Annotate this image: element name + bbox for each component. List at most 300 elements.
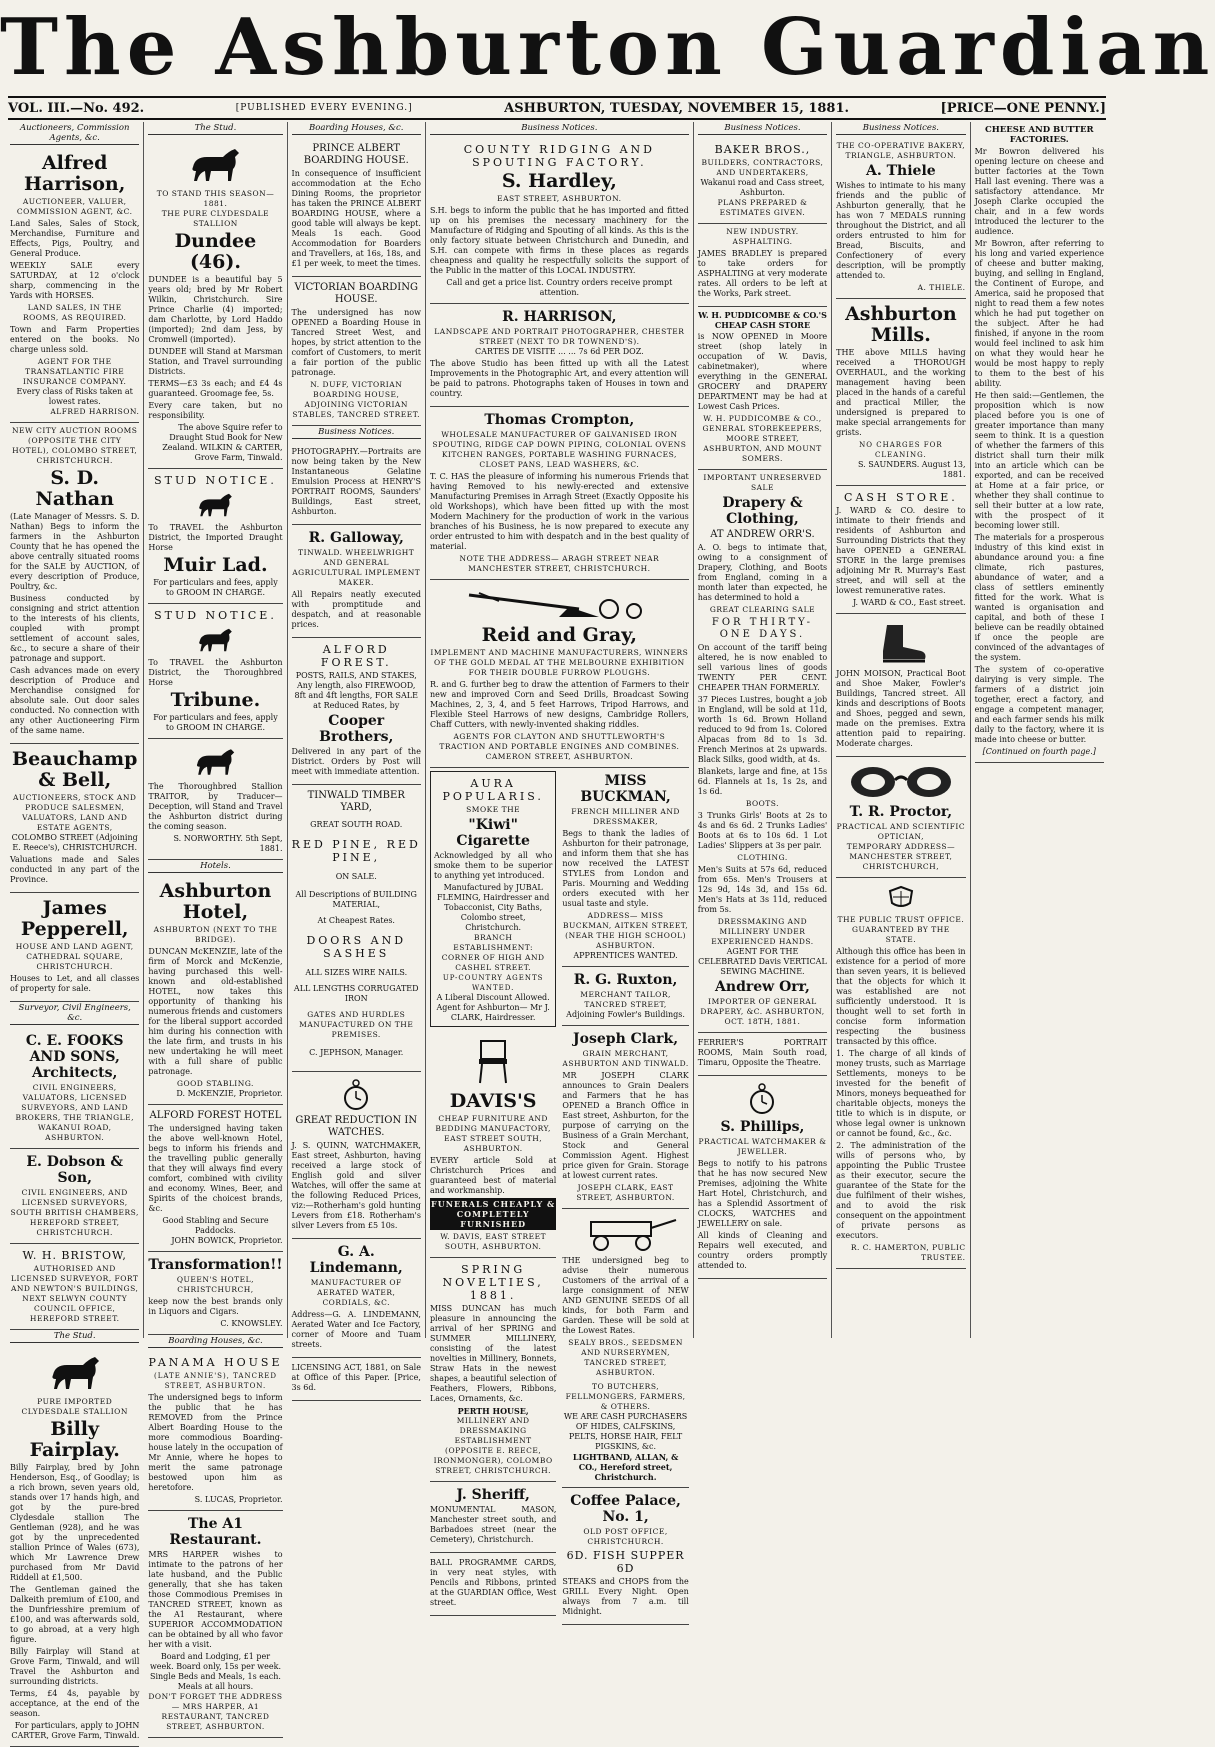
column-8 <box>971 122 1108 1338</box>
ad-galloway <box>292 525 421 638</box>
ad-tinwald-timber <box>292 785 421 1072</box>
section-header: Business Notices. <box>292 427 421 439</box>
ad-body: CLOTHING. <box>737 853 788 862</box>
ad-title: BAKER BROS., <box>714 143 811 156</box>
ad-title: J. Sheriff, <box>456 1487 530 1503</box>
ad-title: Ashburton Hotel, <box>159 880 272 923</box>
ad-subtitle: FRENCH MILLINER AND DRESSMAKER, <box>571 807 680 826</box>
ad-subtitle: AUCTIONEERS, STOCK AND PRODUCE SALESMEN, VALUATORS, LAND AND ESTATE AGENTS, <box>13 793 137 832</box>
ad-baker-bros <box>698 138 827 224</box>
ad-phillips <box>698 1076 827 1279</box>
ad-tribune <box>148 604 282 739</box>
ad-body: The Thoroughbred Stallion TRAITOR, by Traducer—Deception, will Stand and Travel the Ashburton district during the coming season. <box>148 782 283 831</box>
ad-body: Valuations made and Sales conducted in any part of the Province. <box>10 855 140 884</box>
ad-title: G. A. Lindemann, <box>309 1244 403 1276</box>
ad-body: The undersigned begs to inform the public that he has REMOVED from the Prince Albert Boarding House to the more commodious Boarding-house lately in the occupation of Mr Annie, where he hopes to merit the same patronage bestowed upon him as heretofore. <box>148 1393 283 1492</box>
ad-queens-hotel <box>148 1252 282 1335</box>
ad-licensing-act <box>292 1358 421 1401</box>
ad-body: DRESSMAKING AND MILLINERY UNDER EXPERIENCED HANDS. <box>711 917 814 946</box>
ad-title: S. Hardley, <box>501 170 617 192</box>
ad-subtitle: BUILDERS, CONTRACTORS, AND UNDERTAKERS, <box>701 158 824 177</box>
ad-pepperell <box>10 893 139 1002</box>
ad-title: TINWALD TIMBER YARD, <box>307 790 405 813</box>
ad-ashburton-mills <box>836 299 965 486</box>
ad-signature: JOSEPH CLARK, EAST STREET, ASHBURTON. <box>576 1183 675 1202</box>
ad-body: The undersigned having taken the above well-known Hotel, begs to inform his friends and the travelling public generally that they will always find every comfort, combined with civility and economy. Wines, Beer, and Spirits of the choicest brands, &c. <box>148 1124 283 1213</box>
section-header: Surveyor, Civil Engineers, &c. <box>10 1003 139 1025</box>
ad-subtitle: LANDSCAPE AND PORTRAIT PHOTOGRAPHER, CHESTER STREET (NEXT TO DR TOWNEND'S). <box>434 327 685 346</box>
ad-title: Billy Fairplay. <box>29 1418 120 1461</box>
ad-body: Every care taken, but no responsibility. <box>148 401 283 420</box>
ad-subtitle: TINWALD. WHEELWRIGHT AND GENERAL AGRICULTURAL IMPLEMENT MAKER. <box>292 548 421 587</box>
ad-signature: For particulars and fees, apply to GROOM IN CHARGE. <box>153 578 278 597</box>
section-header: Business Notices. <box>430 123 689 135</box>
section-header: The Stud. <box>10 1331 139 1343</box>
ad-ball-cards <box>430 1553 556 1616</box>
column-7 <box>832 122 970 1338</box>
article-body: He then said:—Gentlemen, the proposition which is now placed before you is one of greater importance than many seem to think. It is a question of whether the farmers of this district shall turn their milk into an article which can be exported, and can be received at Home at a fair price, or whether they shall continue to sell their butter at a low rate, with the prospect of it becoming lower still. <box>974 391 1104 530</box>
ad-kiwi-cigarette <box>430 771 556 1027</box>
ad-muir-lad <box>148 469 282 604</box>
ad-body: BRANCH ESTABLISHMENT: CORNER OF HIGH AND CASHEL STREET. <box>441 933 545 972</box>
ad-subtitle: TO STAND THIS SEASON—1881. <box>156 189 275 208</box>
ad-title: NEW INDUSTRY. ASPHALTING. <box>726 227 799 246</box>
ad-title: DAVIS'S <box>449 1090 537 1112</box>
ad-subtitle: ALFORD FOREST. <box>320 643 392 669</box>
ad-ferrier <box>698 1033 827 1076</box>
pocket-watch-icon <box>698 1083 827 1115</box>
masthead-title: The Ashburton Guardian <box>0 2 1215 93</box>
ad-body: Wishes to intimate to his many friends and the public of Ashburton generally, that he has won 7 MEDALS running throughout the District, and all orders entrusted to him for Bread, Biscuits, and Confectionery of every description, will be promptly attended to. <box>836 181 966 280</box>
ad-signature: DON'T FORGET THE ADDRESS— MRS HARPER, A1 RESTAURANT, TANCRED STREET, ASHBURTON. <box>148 1692 283 1731</box>
ad-body: PLANS PREPARED & ESTIMATES GIVEN. <box>717 198 808 217</box>
ad-title: W. H. PUDDICOMBE & CO.'S CHEAP CASH STORE <box>698 310 827 330</box>
ad-body: J. WARD & CO. desire to intimate to their friends and residents of Ashburton and Surrounding Districts that they have OPENED a GENERAL STORE in the large premises adjoining Mr R. Murray's East street, and will sell at the lowest remunerative rates. <box>836 506 966 595</box>
column-2 <box>144 122 287 1731</box>
ad-body: GREAT CLEARING SALE <box>709 605 816 614</box>
ad-body: Business conducted by consigning and strict attention to the interests of his clients, coupled with prompt settlement of account sales, &c., to secure a share of their patronage and support. <box>10 594 140 663</box>
ad-title: Beauchamp & Bell, <box>12 748 138 791</box>
ad-body: Manufactured by JUBAL FLEMING, Hairdresser and Tobacconist, City Baths, Colombo street, Christchurch. <box>436 883 550 932</box>
ad-body: LAND SALES, IN THE ROOMS, AS REQUIRED. <box>22 303 127 322</box>
ad-subtitle: (LATE ANNIE'S), TANCRED STREET, ASHBURTON. <box>153 1372 277 1390</box>
ad-body: Every class of Risks taken at lowest rates. <box>16 387 133 406</box>
ad-subtitle: NEW CITY AUCTION ROOMS (OPPOSITE THE CITY HOTEL), COLOMBO STREET, CHRISTCHURCH. <box>11 426 138 465</box>
ad-body: EVERY article Sold at Christchurch Prices and guaranteed best of material and workmanship. <box>429 1156 557 1195</box>
ad-subtitle: COUNTY RIDGING AND SPOUTING FACTORY. <box>463 143 655 169</box>
ad-address: OLD POST OFFICE, CHRISTCHURCH. <box>583 1527 668 1546</box>
ad-title: Drapery & Clothing, <box>722 495 803 527</box>
boot-icon <box>836 621 965 665</box>
ad-body: On account of the tariff being altered, he is now enabled to sell various lines of goods TWENTY PER CENT. CHEAPER THAN FORMERLY. <box>697 643 828 692</box>
ad-title: Coffee Palace, No. 1, <box>570 1493 681 1525</box>
ad-address: TEMPORARY ADDRESS— MANCHESTER STREET, CHRISTCHURCH, <box>846 842 956 871</box>
ad-body: NO CHARGES FOR CLEANING. <box>859 441 943 459</box>
ad-andrew-orr <box>698 470 827 1033</box>
ad-body: R. and G. further beg to draw the attention of Farmers to their new and improved Corn and Seed Drills, Broadcast Sowing Machines, 2, 3, 4, and 5 feet Harrows, Tripod Harrows, and Flexible Steel Harrows of new designs, Cambridge Rollers, Chaff Cutters, with newly-invented shaking riddles. <box>429 680 689 729</box>
ad-puddicombe <box>698 307 827 470</box>
ad-body: MISS DUNCAN has much pleasure in announcing the arrival of her SPRING and SUMMER MILLINERY, consisting of the latest novelties in Millinery, Bonnets, Straw Hats in the newest shapes, a beautiful selection of Feathers, Flowers, Ribbons, Laces, Ornaments, &c. <box>429 1304 557 1403</box>
ad-title: Andrew Orr, <box>715 979 810 995</box>
ad-moison-boots <box>836 614 965 757</box>
ad-title: PRINCE ALBERT BOARDING HOUSE. <box>303 143 409 166</box>
ad-body: FERRIER'S PORTRAIT ROOMS, Main South road, Timaru, Opposite the Theatre. <box>697 1038 828 1067</box>
ad-subtitle: WHOLESALE MANUFACTURER OF GALVANISED IRON SPOUTING, RIDGE CAP DOWN PIPING, COLONIAL OVENS KITCHEN RANGES, PORTABLE WASHING FURNACES, CLOSET PANS, LEAD WASHERS, &C. <box>432 430 687 469</box>
ad-title: Thomas Crompton, <box>484 412 635 428</box>
ad-body: The undersigned has now OPENED a Boarding House in Tancred Street West, and hopes, by strict attention to the comfort of Customers, to merit a fair portion of the public patronage. <box>291 308 421 377</box>
ad-address: NOTE THE ADDRESS— ARAGH STREET NEAR MANCHESTER STREET, CHRISTCHURCH. <box>459 554 660 573</box>
ad-subtitle: THE CO-OPERATIVE BAKERY, TRIANGLE, ASHBURTON. <box>836 141 966 160</box>
ad-body: GREAT SOUTH ROAD. <box>310 820 403 829</box>
ad-asphalting <box>698 224 827 307</box>
ad-sheriff <box>430 1482 556 1553</box>
ad-body: AGENT FOR THE TRANSATLANTIC FIRE INSURANCE COMPANY. <box>22 357 127 386</box>
ad-signature: C. KNOWSLEY. <box>220 1319 283 1328</box>
section-header: Boarding Houses, &c. <box>148 1336 282 1348</box>
ad-body: MR JOSEPH CLARK announces to Grain Dealers and Farmers that he has OPENED a Branch Office in East street, Ashburton, for the purpose of carrying on the Business of a Grain Merchant, Stock and General Commission Agent. Highest price given for Grain. Storage at lowest current rates. <box>562 1071 689 1180</box>
ad-body: Blankets, large and fine, at 15s 6d. Flannels at 1s, 1s 2s, and 1s 6d. <box>697 767 828 796</box>
ad-body: DUNDEE will Stand at Marsman Station, and Travel surrounding Districts. <box>148 347 283 376</box>
ad-body: THE undersigned beg to advise their numerous Customers of the arrival of a large consignment of NEW AND GENUINE SEEDS Of all kinds, for both Farm and Garden. These will be sold at the Lowest Rates. <box>562 1256 689 1335</box>
ad-body: All kinds of Cleaning and Repairs well executed, and country orders promptly attended to. <box>697 1231 828 1270</box>
ad-title: "Kiwi" Cigarette <box>456 817 530 849</box>
ad-address: Wakanui road and Cass street, Ashburton. <box>700 178 825 197</box>
ad-subtitle: HOUSE AND LAND AGENT, CATHEDRAL SQUARE, CHRISTCHURCH. <box>15 942 134 971</box>
columns <box>6 122 1108 1740</box>
split-right <box>562 768 688 1625</box>
ad-body: All Repairs neatly executed with promptitude and despatch, and at reasonable prices. <box>291 590 421 629</box>
ad-body: THE above MILLS having received a THOROUGH OVERHAUL, and the working management having been placed in the hands of a careful and practical Miller, the undersigned is prepared to make special arrangements for grists. <box>836 348 966 437</box>
spectacles-icon <box>836 764 965 800</box>
ad-body: Acknowledged by all who smoke them to be superior to anything yet introduced. <box>433 851 553 880</box>
ad-subtitle: 6D. FISH SUPPER 6D <box>566 1549 685 1575</box>
ad-title: MISS BUCKMAN, <box>580 773 671 805</box>
ad-subtitle: AUCTIONEER, VALUER, COMMISSION AGENT, &C. <box>16 197 133 216</box>
ad-body: JOHN MOISON, Practical Boot and Shoe Maker, Fowler's Buildings, Tancred street. All kinds and descriptions of Boots and Shoes, pegged and sewn, made on the premises. Extra attention paid to repairing. Moderate charges. <box>836 669 966 748</box>
ad-body: MONUMENTAL MASON, Manchester street south, and Barbadoes street (near the Cemetery), Christchurch. <box>429 1505 557 1544</box>
ad-coffee-palace <box>562 1488 688 1625</box>
ad-title: THE PUBLIC TRUST OFFICE. <box>837 915 965 924</box>
ad-body: GATES AND HURDLES MANUFACTURED ON THE PREMISES. <box>299 1010 414 1039</box>
ad-body: ALL SIZES WIRE NAILS. <box>305 968 408 977</box>
ad-title: PANAMA HOUSE <box>148 1356 283 1369</box>
ad-ruxton <box>562 967 688 1026</box>
ad-body: Call and get a price list. Country orders receive prompt attention. <box>446 278 673 297</box>
section-header: Business Notices. <box>836 123 965 135</box>
ad-title: S. Phillips, <box>720 1119 805 1135</box>
column-3 <box>288 122 426 1392</box>
ad-title: The A1 Restaurant. <box>169 1516 262 1548</box>
ad-signature: CAMERON STREET, ASHBURTON. <box>485 752 634 761</box>
ad-title: A. Thiele <box>866 163 936 179</box>
ad-body: 37 Pieces Lustres, bought a job in England, will be sold at 11d, worth 1s 6d. Brown Holland reduced to 9d from 1s. Colored Alpacas from 8d to 1s 3d. French Merinos at 2s upwards. Black Silks, good width, at 4s. <box>697 695 828 764</box>
ad-body: Men's Suits at 57s 6d, reduced from 65s. Men's Trousers at 12s 9d, 14s 3d, and 15s 6d. Men's Hats at 3s 11d, reduced from 5s. <box>697 865 828 914</box>
ad-dobson <box>10 1149 139 1244</box>
ad-ashburton-hotel <box>148 876 282 1105</box>
ad-body: Although this office has been in existence for a period of more than seven years, it is believed that the objects for which it was established are not sufficiently understood. It is thought well to set forth in concise form information respecting the business transacted by this office. <box>836 947 966 1046</box>
ad-body: AGENTS FOR CLAYTON AND SHUTTLEWORTH'S TRACTION AND PORTABLE ENGINES AND COMBINES. <box>439 732 680 751</box>
ad-body: PHOTOGRAPHY.—Portraits are now being taken by the New Instantaneous Gelatine Emulsion Process at HENRY'S PORTRAIT ROOMS, Saunders' Buildings, East street, Ashburton. <box>291 447 421 516</box>
ad-title: Muir Lad. <box>163 554 268 576</box>
ad-signature: S. NORWORTHY. 5th Sept, 1881. <box>173 834 283 853</box>
ad-title: GREAT REDUCTION IN WATCHES. <box>295 1115 418 1138</box>
ad-subtitle: PURE IMPORTED CLYDESDALE STALLION <box>21 1397 128 1416</box>
ad-body: MRS HARPER wishes to intimate to the patrons of her late husband, and the Public generally, that she has taken those Commodious Premises in TANCRED STREET, known as the A1 Restaurant, where SUPERIOR ACCOMMODATION can be obtained by all who favor her with a visit. <box>148 1550 283 1649</box>
ad-fooks <box>10 1028 139 1149</box>
ad-signature: N. DUFF, VICTORIAN BOARDING HOUSE, ADJOINING VICTORIAN STABLES, TANCRED STREET. <box>292 380 421 419</box>
ad-body: TERMS—£3 3s each; and £4 4s guaranteed. Groomage fee, 5s. <box>148 379 283 398</box>
ad-subtitle: SMOKE THE <box>466 805 521 814</box>
ad-price: CARTES DE VISITE ... ... 7s 6d PER DOZ. <box>475 347 644 356</box>
ad-victorian-boarding <box>292 277 421 426</box>
ad-signature: S. SAUNDERS. August 13, 1881. <box>857 460 966 479</box>
ad-subtitle: CIVIL ENGINEERS, VALUATORS, LICENSED SURVEYORS, AND LAND BROKERS, THE TRIANGLE, WAKANUI ROAD, ASHBURTON. <box>15 1083 134 1142</box>
ad-title: R. Galloway, <box>308 530 404 546</box>
ad-panama-house <box>148 1351 282 1511</box>
split-row <box>430 768 689 1625</box>
horse-icon <box>148 491 282 519</box>
article-body: The system of co-operative dairying is very simple. The farmers of a district join together, erect a factory, and engage a competent manager, and each farmer sends his milk daily to the factory, where it is made into cheese or butter. <box>974 665 1104 744</box>
ad-subtitle: AUTHORISED AND LICENSED SURVEYOR, FORT AND NEWTON'S BUILDINGS, NEXT SELWYN COUNTY COUNCIL OFFICE, HEREFORD STREET. <box>10 1264 139 1323</box>
ad-body: Begs to thank the ladies of Ashburton for their patronage, and inform them that she has now received the LATEST STYLES from London and Paris. Mourning and Wedding orders executed with her usual taste and style. <box>562 829 689 908</box>
article-headline: CHEESE AND BUTTER FACTORIES. <box>985 125 1094 145</box>
ad-title: VICTORIAN BOARDING HOUSE. <box>294 282 418 305</box>
ad-subtitle: GRAIN MERCHANT, ASHBURTON AND TINWALD. <box>562 1049 689 1068</box>
masthead <box>0 0 1215 96</box>
ad-signature: J. WARD & CO., East street. <box>852 598 966 607</box>
ad-public-trust <box>836 878 965 1269</box>
ad-body: BALL PROGRAMME CARDS, in very neat styles, with Pencils and Ribbons, printed at the GUARDIAN Office, West street. <box>429 1558 557 1607</box>
ad-title: James Pepperell, <box>20 897 129 940</box>
ad-body: WE ARE CASH PURCHASERS OF HIDES, CALFSKINS, PELTS, HORSE HAIR, FELT PIGSKINS, &c. <box>563 1412 688 1451</box>
ad-body: Billy Fairplay, bred by John Henderson, Esq., of Goodlay; is a rich brown, seven years old, stands over 17 hands high, and got by the pure-bred Clydesdale stallion The Gentleman (928), and he was got by the unprecedented stallion Prince of Wales (673), which Mr Lawrence Drew purchased from Mr David Riddell at £1,500. <box>10 1463 140 1582</box>
ad-cooper-brothers <box>292 638 421 785</box>
ad-r-harrison <box>430 304 689 407</box>
ad-reid-gray <box>430 580 689 768</box>
ad-body: Houses to Let, and all classes of property for sale. <box>10 974 140 993</box>
ad-title: Dundee (46). <box>174 230 257 273</box>
ad-a1-restaurant <box>148 1511 282 1738</box>
column-4 <box>426 122 694 1616</box>
ad-joseph-clark <box>562 1026 688 1209</box>
ad-body: T. C. HAS the pleasure of informing his numerous Friends that having Removed to his newly-erected and extensive Manufacturing Premises in Arragh Street (Exactly Opposite his old Workshops), which have been fitted up with the most Modern Machinery for the production of work in the various branches of his Business, he is now prepared to execute any order entrusted to him with despatch and in the best quality of material. <box>429 472 689 551</box>
column-1 <box>6 122 144 1740</box>
ad-body: All Descriptions of BUILDING MATERIAL, <box>295 890 417 909</box>
section-header: Business Notices. <box>698 123 827 135</box>
ad-signature: W. DAVIS, EAST STREET SOUTH, ASHBURTON. <box>440 1232 547 1251</box>
ad-body: In consequence of insufficient accommodation at the Echo Dining Rooms, the proprietor has taken the PRINCE ALBERT BOARDING HOUSE, where a good table will always be kept. Meals 1s each. Good Accommodation for Boarders and Travellers, at 16s, 18s, and £1 per week, to meet the times. <box>291 169 421 268</box>
ad-signature: JOHN BOWICK, Proprietor. <box>171 1236 283 1245</box>
ad-address: COLOMBO STREET (Adjoining E. Reece's), CHRISTCHURCH. <box>11 833 138 852</box>
ad-subtitle: CIVIL ENGINEERS, AND LICENSED SURVEYORS, SOUTH BRITISH CHAMBERS, HEREFORD STREET, CHRISTCHURCH. <box>10 1188 139 1237</box>
ad-signature: C. JEPHSON, Manager. <box>309 1048 404 1057</box>
section-header: The Stud. <box>148 123 282 135</box>
ad-body: 3 Trunks Girls' Boots at 2s to 4s and 6s 6d. 2 Trunks Ladies' Boots at 6s to 10s 6d. 1 Lot Ladies' Slippers at 3s per pair. <box>697 811 828 850</box>
ad-address: ADDRESS— MISS BUCKMAN, AITKEN STREET, (NEAR THE HIGH SCHOOL) ASHBURTON. <box>563 911 689 950</box>
ad-signature: IMPORTER OF GENERAL DRAPERY, &C. ASHBURTON, OCT. 18TH, 1881. <box>700 997 825 1026</box>
ad-body: RED PINE, RED PINE, <box>291 838 421 864</box>
ad-body: Good Stabling and Secure Paddocks. <box>162 1216 269 1235</box>
ad-body: is NOW OPENED in Moore street (shop lately in occupation of W. Davis, cabinetmaker), where everything in the GENERAL GROCERY and DRAPERY DEPARTMENT may be had at Lowest Cash Prices. <box>697 332 828 411</box>
ad-body: POSTS, RAILS, AND STAKES, Any length, also FIREWOOD, 8ft and 4ft lengths, FOR SALE at Reduced Rates, by <box>294 671 418 710</box>
ad-body: The above Studio has been fitted up with all the Latest Improvements in the Photographic Art, and every attention will be paid to patrons. Photographs taken of Houses in town and country. <box>429 359 689 398</box>
ad-subtitle: MANUFACTURER OF AERATED WATER, CORDIALS, &C. <box>310 1278 402 1307</box>
horse-icon <box>148 145 282 185</box>
ad-subtitle: STUD NOTICE. <box>154 474 277 487</box>
section-header: Hotels. <box>148 861 282 873</box>
volume-number: VOL. III.—No. 492. <box>8 100 145 116</box>
ad-address: Adjoining Fowler's Buildings. <box>566 1010 685 1019</box>
chair-icon <box>430 1037 556 1087</box>
ad-body: 2. The administration of the wills of persons who, by appointing the Public Trustee as their executor, secure the guarantee of the State for the due fulfilment of their wishes, and to avoid the risk consequent on the appointment of private persons as executors. <box>836 1141 966 1240</box>
ad-body: ON SALE. <box>335 872 377 881</box>
ad-address: MILLINERY AND DRESSMAKING ESTABLISHMENT (OPPOSITE E. REECE, IRONMONGER), COLOMBO STREET, CHRISTCHURCH. <box>433 1416 553 1475</box>
ad-signature: For particulars, apply to JOHN CARTER, Grove Farm, Tinwald. <box>11 1721 140 1740</box>
ad-body: DUNDEE is a beautiful bay 5 years old; bred by Mr Robert Wilkin, Christchurch. Sire Prince Charlie (4) imported; dam Charlotte, by Lord Haddo (imported); 2nd dam Jess, by Cromwell (imported). <box>148 275 283 344</box>
dateline <box>8 96 1106 120</box>
ad-signature: LIGHTBAND, ALLAN, & CO., Hereford street, Christchurch. <box>572 1452 679 1482</box>
section-header: Auctioneers, Commission Agents, &c. <box>10 123 139 145</box>
article-cheese-butter <box>975 122 1104 763</box>
ad-subtitle: AT ANDREW ORR'S. <box>710 529 815 540</box>
ad-title: W. H. BRISTOW, <box>22 1249 127 1262</box>
ad-body: Meals at all hours. <box>177 1682 254 1691</box>
column-6 <box>694 122 832 1338</box>
ad-body: Cash advances made on every description of Produce and Merchandise consigned for absolute sale. Out door sales conducted. No connection with any other Auctioneering Firm of the same name. <box>10 666 140 735</box>
ad-subtitle: IMPLEMENT AND MACHINE MANUFACTURERS, WINNERS OF THE GOLD MEDAL AT THE MELBOURNE EXHIBITION FOR THEIR DOUBLE FURROW PLOUGHS. <box>430 648 689 677</box>
ad-dundee <box>148 138 282 469</box>
ad-title: C. E. FOOKS AND SONS, Architects, <box>25 1033 124 1081</box>
ad-subtitle: MERCHANT TAILOR, TANCRED STREET, <box>580 990 671 1009</box>
ad-subtitle: CHEAP FURNITURE AND BEDDING MANUFACTORY, EAST STREET SOUTH, ASHBURTON. <box>435 1114 551 1153</box>
ad-title: Tribune. <box>170 689 261 711</box>
ad-sealy-bros <box>562 1209 688 1488</box>
ad-traitor <box>148 739 282 860</box>
horse-icon <box>148 626 282 654</box>
ad-body: The Gentleman gained the Dalkeith premium of £100, and the Dunfriesshire premium of £100, and was afterwards sold, to go abroad, at a very high figure. <box>10 1585 140 1644</box>
ad-beauchamp-bell <box>10 744 139 893</box>
ad-body: keep now the best brands only in Liquors and Cigars. <box>148 1297 283 1316</box>
horse-icon <box>10 1353 139 1393</box>
funerals-banner: FUNERALS CHEAPLY & COMPLETELY FURNISHED <box>431 1199 556 1229</box>
ad-subtitle: TO BUTCHERS, FELLMONGERS, FARMERS, & OTHERS. <box>565 1382 686 1411</box>
ad-title: Transformation!! <box>148 1257 283 1273</box>
ad-nathan <box>10 423 139 744</box>
ad-body: At Cheapest Rates. <box>317 916 395 925</box>
ad-body: To TRAVEL the Ashburton District, the Imported Draught Horse <box>148 523 283 552</box>
ad-signature: SEALY BROS., SEEDSMEN AND NURSERYMEN, TANCRED STREET, ASHBURTON. <box>568 1338 683 1377</box>
ad-body: A Liberal Discount Allowed. <box>436 993 550 1002</box>
royal-coat-of-arms-icon <box>836 885 965 911</box>
ad-title: Ashburton Mills. <box>845 303 957 346</box>
ad-signature: R. C. HAMERTON, PUBLIC TRUSTEE. <box>850 1243 966 1262</box>
ad-body: UP-COUNTRY AGENTS WANTED. <box>442 974 544 992</box>
ad-crompton <box>430 407 689 580</box>
ad-subtitle: AURA POPULARIS. <box>442 777 544 803</box>
ad-body: GOOD STABLING. <box>176 1079 254 1088</box>
ad-signature: For particulars and fees, apply to GROOM IN CHARGE. <box>153 713 278 732</box>
ad-body: AGENT FOR THE CELEBRATED Davis VERTICAL SEWING MACHINE. <box>698 947 827 976</box>
ad-body: Begs to notify to his patrons that he has now secured New Premises, adjoining the White Hart Hotel, Christchurch, and has a Splendid Assortment of CLOCKS, WATCHES and JEWELLERY on sale. <box>697 1159 828 1228</box>
ad-miss-buckman <box>562 768 688 967</box>
ad-body: Billy Fairplay will Stand at Grove Farm, Tinwald, and will Travel the Ashburton and surrounding districts. <box>10 1647 140 1686</box>
ad-alfred-harrison <box>10 148 139 423</box>
ad-lindemann <box>292 1239 421 1358</box>
ad-body: Address—G. A. LINDEMANN, Aerated Water and Ice Factory, corner of Moore and Tuam streets. <box>291 1310 421 1349</box>
split-left <box>430 768 556 1625</box>
ad-photography <box>292 442 421 525</box>
ad-body: Town and Farm Properties entered on the books. No charge unless sold. <box>10 325 140 354</box>
ad-body: S.H. begs to inform the public that he has imported and fitted up on his premises the necessary machinery for the Manufacture of Ridging and Spouting of all kinds. As this is the only factory situate between Christchurch and Dunedin, and S.H. can compete with firms in these places as regards cheapness and quality he respectfully solicits the support of the Public in the matter of this LOCAL INDUSTRY. <box>429 206 689 275</box>
ad-body: LICENSING ACT, 1881, on Sale at Office of this Paper. [Price, 3s 6d. <box>291 1363 421 1392</box>
ad-body: STEAKS and CHOPS from the GRILL Every Night. Open always from 7 a.m. till Midnight. <box>562 1577 689 1616</box>
ad-title: CASH STORE. <box>844 491 958 504</box>
section-header: Boarding Houses, &c. <box>292 123 421 135</box>
article-body: Mr Bowron delivered his opening lecture on cheese and butter factories at the Town Hall last evening. There was a satisfactory attendance. Mr Joseph Clarke occupied the chair, and in a few words introduced the lecturer to the audience. <box>974 147 1104 236</box>
ad-body: Land Sales, Sales of Stock, Merchandise, Furniture and Effects, Pigs, Poultry, and General Produce. <box>10 219 140 258</box>
ad-body: ALL LENGTHS CORRUGATED IRON <box>293 984 419 1003</box>
ad-body: BOOTS. <box>745 799 780 808</box>
ad-title: Alfred Harrison, <box>24 152 126 195</box>
ad-title: ALFORD FOREST HOTEL <box>149 1110 282 1121</box>
ad-body: J. S. QUINN, WATCHMAKER, East street, Ashburton, having received a large stock of English gold and silver Watches, will offer the same at the following Reduced Prices, viz:—Rotherham's gold hunting Levers from £18. Rotherham's silver Levers from £5 10s. <box>291 1141 421 1230</box>
pocket-watch-icon <box>292 1079 421 1111</box>
price: [PRICE—ONE PENNY.] <box>940 100 1106 116</box>
ad-body: To TRAVEL the Ashburton District, the Thoroughbred Horse <box>148 658 283 687</box>
ad-body: DOORS AND SASHES <box>306 934 407 960</box>
ad-quinn-watches <box>292 1072 421 1239</box>
ad-signature: The above Squire refer to Draught Stud Book for New Zealand. WILKIN & CARTER, Grove Farm, Tinwald. <box>162 423 283 462</box>
ad-ward-cash-store <box>836 486 965 614</box>
ad-subtitle: THE PURE CLYDESDALE STALLION <box>161 209 270 228</box>
ad-signature: W. H. PUDDICOMBE & CO., GENERAL STOREKEEPERS, MOORE STREET, ASHBURTON, AND MOUNT SOMERS. <box>702 414 823 463</box>
ad-body: Delivered in any part of the District. Orders by Post will meet with immediate attention. <box>291 747 421 776</box>
ad-spring-novelties <box>430 1258 556 1482</box>
publication-frequency: [PUBLISHED EVERY EVENING.] <box>235 103 413 113</box>
ad-subtitle: PERTH HOUSE, <box>457 1406 529 1416</box>
ad-body: A. O. begs to intimate that, owing to a consignment of Drapery, Clothing, and Boots from England, coming in a month later than expected, he has determined to hold a <box>697 543 828 602</box>
ad-title: T. R. Proctor, <box>849 804 953 820</box>
ad-signature: A. THIELE. <box>917 283 966 292</box>
ad-subtitle: STUD NOTICE. <box>154 609 277 622</box>
ad-signature: ALFRED HARRISON. <box>50 407 140 416</box>
ad-alford-forest-hotel <box>148 1105 282 1252</box>
ad-billy-fairplay <box>10 1346 139 1747</box>
article-body: The materials for a prosperous industry of this kind exist in abundance around you: a fine climate, rich pastures, abundance of water, and a class of settlers eminently fitted for the work. What is wanted is organisation and capital, and both of these I believe can be readily obtained if once the people are convinced of the advantages of the system. <box>974 533 1104 662</box>
ad-body: FOR THIRTY-ONE DAYS. <box>711 617 814 640</box>
ad-address: EAST STREET, ASHBURTON. <box>497 194 622 203</box>
ad-body: 1. The charge of all kinds of money trusts, such as Marriage Settlements, moneys to be invested for the benefit of Minors, moneys bequeathed for charitable objects, moneys the title to which is in dispute, or whose legal owner is unknown or cannot be found, &c., &c. <box>836 1049 966 1138</box>
ad-title: E. Dobson & Son, <box>26 1154 123 1186</box>
ad-proctor <box>836 757 965 878</box>
ad-signature: D. McKENZIE, Proprietor. <box>176 1089 283 1098</box>
ad-prince-albert <box>292 138 421 277</box>
ad-subtitle: QUEEN'S HOTEL, CHRISTCHURCH, <box>176 1275 255 1294</box>
place-date: ASHBURTON, TUESDAY, NOVEMBER 15, 1881. <box>504 100 850 116</box>
ad-body: DUNCAN McKENZIE, late of the firm of Morck and McKenzie, having purchased this well-known and old-established HOTEL, now takes this opportunity of thanking his numerous friends and customers for the liberal support accorded him during his connection with the late firm, and trusts in his new undertaking he will meet with a full share of public patronage. <box>148 947 283 1076</box>
ad-subtitle: PRACTICAL AND SCIENTIFIC OPTICIAN, <box>836 822 966 841</box>
ad-body: APPRENTICES WANTED. <box>573 951 678 960</box>
ad-body: JAMES BRADLEY is prepared to take orders for ASPHALTING at very moderate rates. All orders to be left at the Works, Park street. <box>697 249 828 298</box>
ad-subtitle: ASHBURTON (NEXT TO THE BRIDGE). <box>153 925 278 944</box>
seed-drill-icon <box>562 1216 688 1252</box>
ad-signature: S. LUCAS, Proprietor. <box>194 1495 283 1504</box>
ad-body: Board and Lodging, £1 per week. Board only, 15s per week. Single Beds and Meals, 1s each. <box>149 1652 281 1681</box>
ad-title: Reid and Gray, <box>481 624 638 646</box>
ad-hardley <box>430 138 689 304</box>
ad-title: SPRING NOVELTIES, 1881. <box>442 1263 544 1302</box>
ad-title: Joseph Clark, <box>573 1031 679 1047</box>
